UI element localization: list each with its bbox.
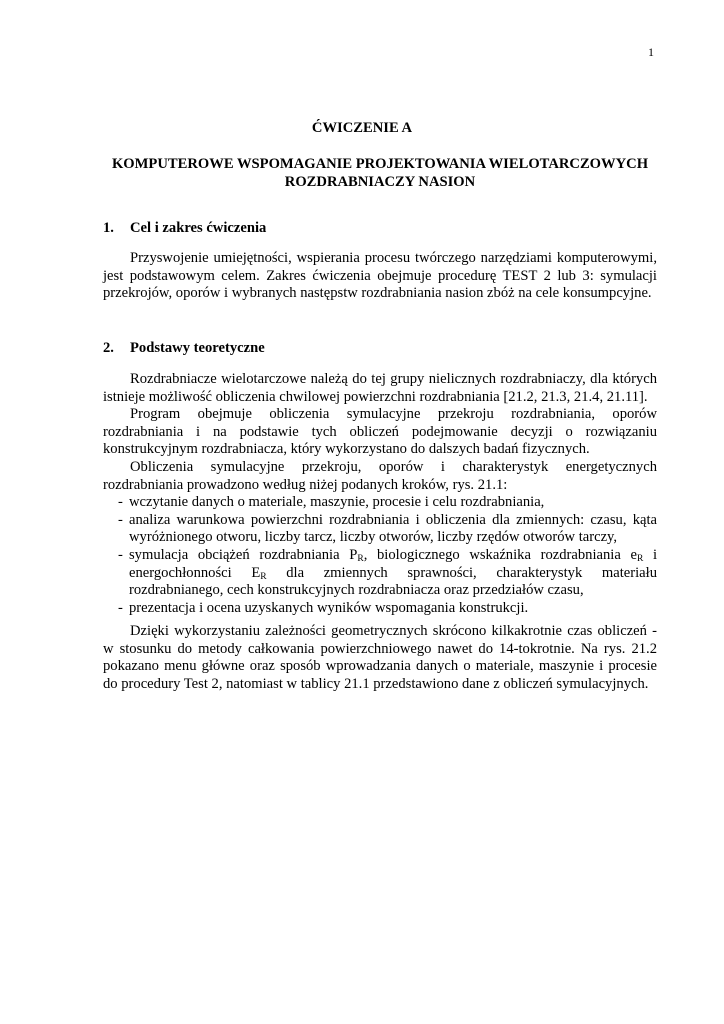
document-title: KOMPUTEROWE WSPOMAGANIE PROJEKTOWANIA WIELOTARCZOWYCH ROZDRABNIACZY NASION bbox=[111, 156, 649, 190]
section-2-paragraph-1: Rozdrabniacze wielotarczowe należą do tej grupy nielicznych rozdrabniaczy, dla których istnieje możliwość obliczenia chwilowej powierzchni rozdrabniania [21.2, 21.3, 21.4, 21.11]. bbox=[103, 371, 657, 405]
section-2-paragraph-3: Obliczenia symulacyjne przekroju, oporów i charakterystyk energetycznych rozdrabniania prowadzono według niżej podanych kroków, rys. 21.1: bbox=[103, 458, 657, 493]
section-1-number: 1. bbox=[103, 220, 114, 236]
section-1-heading bbox=[103, 220, 266, 238]
section-2-heading bbox=[103, 340, 265, 358]
page-number: 1 bbox=[648, 45, 654, 59]
section-2-number: 2. bbox=[103, 340, 114, 356]
closing-body bbox=[103, 623, 657, 693]
section-1-title: Cel i zakres ćwiczenia bbox=[130, 220, 267, 236]
section-2-title: Podstawy teoretyczne bbox=[130, 340, 265, 356]
list-item: - symulacja obciążeń rozdrabniania $P_R$, biologicznego wskaźnika rozdrabniania $e_R$ i energochłonności $E_R$ dla zmiennych sprawności, charakterystyk materiału rozdrabnianego, cech konstrukcyjnych rozdrabniacza oraz przedziałów czasu, bbox=[118, 546, 658, 599]
closing-paragraph: Dzięki wykorzystaniu zależności geometrycznych skrócono kilkakrotnie czas obliczeń - w stosunku do metody całkowania powierzchniowego nawet do 14-tokrotnie. Na rys. 21.2 pokazano menu główne oraz sposób wprowadzania danych o materiale, maszynie i procesie do procedury Test 2, natomiast w tablicy 21.1 przedstawiono dane z obliczeń symulacyjnych. bbox=[103, 623, 657, 692]
section-1-body bbox=[103, 250, 657, 303]
list-item: - wczytanie danych o materiale, maszynie, procesie i celu rozdrabniania, bbox=[118, 494, 545, 511]
section-1-paragraph: Przyswojenie umiejętności, wspierania procesu twórczego narzędziami komputerowymi, jest podstawowym celem. Zakres ćwiczenia obejmuje procedurę TEST 2 lub 3: symulacji przekrojów, oporów i wybranych następstw rozdrabniania nasion zbóż na cele konsumpcyjne. bbox=[103, 250, 657, 302]
exercise-title: ĆWICZENIE A bbox=[311, 120, 413, 136]
section-2-paragraph-2: Program obejmuje obliczenia symulacyjne przekroju rozdrabniania, oporów rozdrabniania i na podstawie tych obliczeń podejmowanie decyzji o rozwiązaniu konstrukcyjnym rozdrabniacza, który wykorzystano do dalszych badań fizycznych. bbox=[103, 406, 657, 458]
list-item: - analiza warunkowa powierzchni rozdrabniania i obliczenia dla zmiennych: czasu, kąta wyróżnionego otworu, liczby tarcz, liczby otworów, liczby rzędów otworów tarczy, bbox=[118, 511, 657, 546]
steps-list bbox=[103, 494, 657, 617]
section-2-body bbox=[103, 371, 657, 617]
list-item: - prezentacja i ocena uzyskanych wyników wspomagania konstrukcji. bbox=[118, 599, 529, 616]
